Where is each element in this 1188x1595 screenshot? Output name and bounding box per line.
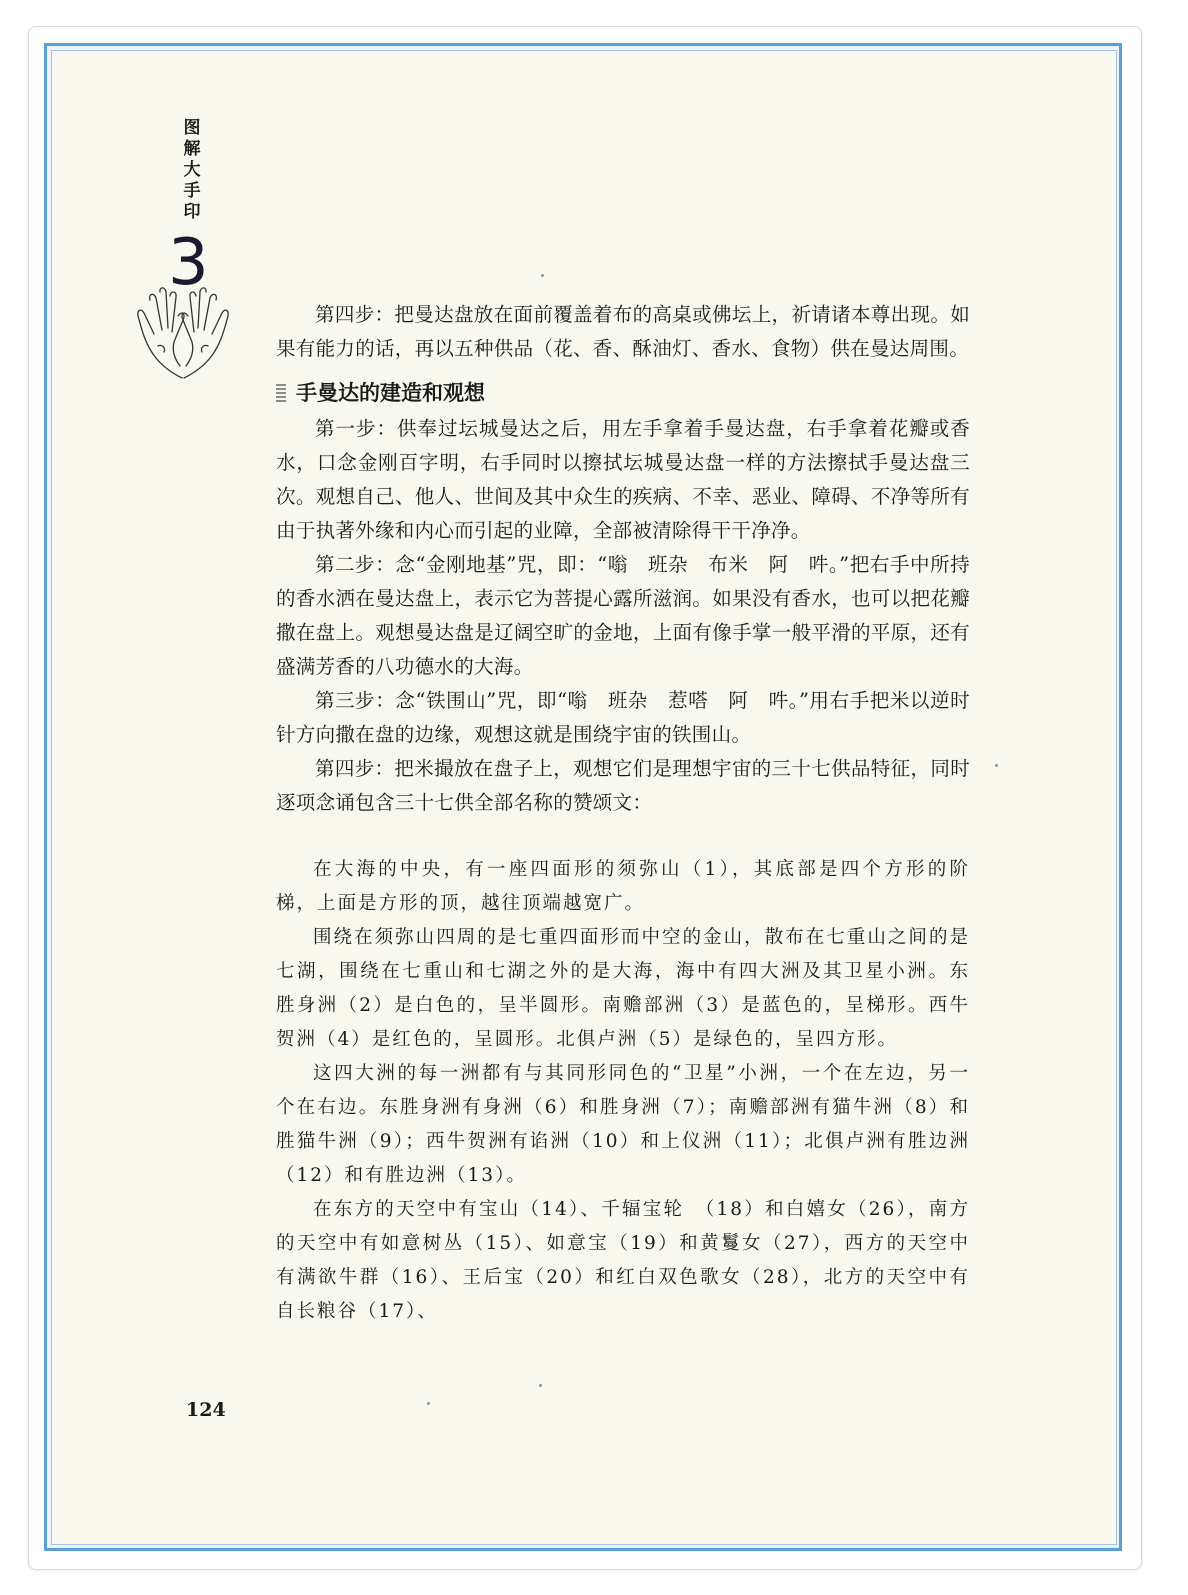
hands-mudra-icon [128,286,238,382]
section-heading-text: 手曼达的建造和观想 [296,381,485,405]
paragraph: 第四步：把曼达盘放在面前覆盖着布的高桌或佛坛上，祈请诸本尊出现。如果有能力的话，再以五种供品（花、香、酥油灯、香水、食物）供在曼达周围。 [276,303,970,360]
hymn-text [276,853,970,1329]
scan-speck [995,764,998,767]
running-title: 图解大手印 [183,118,201,222]
paragraph: 第四步：把米撮放在盘子上，观想它们是理想宇宙的三十七供品特征，同时逐项念诵包含三十七供全部名称的赞颂文： [276,757,970,814]
paragraph: 第二步：念“金刚地基”咒，即：“嗡 班杂 布米 阿 吽。”把右手中所持的香水洒在曼达盘上，表示它为菩提心露所滋润。如果没有香水，也可以把花瓣撒在盘上。观想曼达盘是辽阔空旷的金地，上面有像手掌一般平滑的平原，还有盛满芳香的八功德水的大海。 [276,553,970,678]
hymn-paragraph: 围绕在须弥山四周的是七重四面形而中空的金山，散布在七重山之间的是七湖，围绕在七重山和七湖之外的是大海，海中有四大洲及其卫星小洲。东胜身洲（2）是白色的，呈半圆形。南赡部洲（3）是蓝色的，呈梯形。西牛贺洲（4）是红色的，呈圆形。北俱卢洲（5）是绿色的，呈四方形。 [276,927,970,1050]
page-number: 124 [186,1399,226,1421]
hymn-paragraph: 这四大洲的每一洲都有与其同形同色的“卫星”小洲，一个在左边，另一个在右边。东胜身洲有身洲（6）和胜身洲（7）；南赡部洲有猫牛洲（8）和胜猫牛洲（9）；西牛贺洲有谄洲（10）和上仪洲（11）；北俱卢洲有胜边洲（12）和有胜边洲（13）。 [276,1063,970,1186]
chapter-number: 3 [168,226,209,300]
paragraph: 第三步：念“铁围山”咒，即“嗡 班杂 惹嗒 阿 吽。”用右手把米以逆时针方向撒在盘的边缘，观想这就是围绕宇宙的铁围山。 [276,689,970,746]
hymn-paragraph: 在大海的中央，有一座四面形的须弥山（1），其底部是四个方形的阶梯，上面是方形的顶，越往顶端越宽广。 [276,859,970,914]
body-text [276,298,970,1329]
scan-speck [539,1384,542,1387]
heading-marker-icon [276,384,286,402]
section-heading [276,376,970,410]
scan-speck [541,274,544,277]
scan-speck [427,1402,430,1405]
paragraph: 第一步：供奉过坛城曼达之后，用左手拿着手曼达盘，右手拿着花瓣或香水，口念金刚百字明，右手同时以擦拭坛城曼达盘一样的方法擦拭手曼达盘三次。观想自己、他人、世间及其中众生的疾病、不幸、恶业、障碍、不净等所有由于执著外缘和内心而引起的业障，全部被清除得干干净净。 [276,417,970,542]
hymn-paragraph: 在东方的天空中有宝山（14）、千辐宝轮 （18）和白嬉女（26），南方的天空中有如意树丛（15）、如意宝（19）和黄鬘女（27），西方的天空中有满欲牛群（16）、王后宝（20）和红白双色歌女（28），北方的天空中有自长粮谷（17）、 [276,1199,970,1322]
spacer [276,820,970,853]
